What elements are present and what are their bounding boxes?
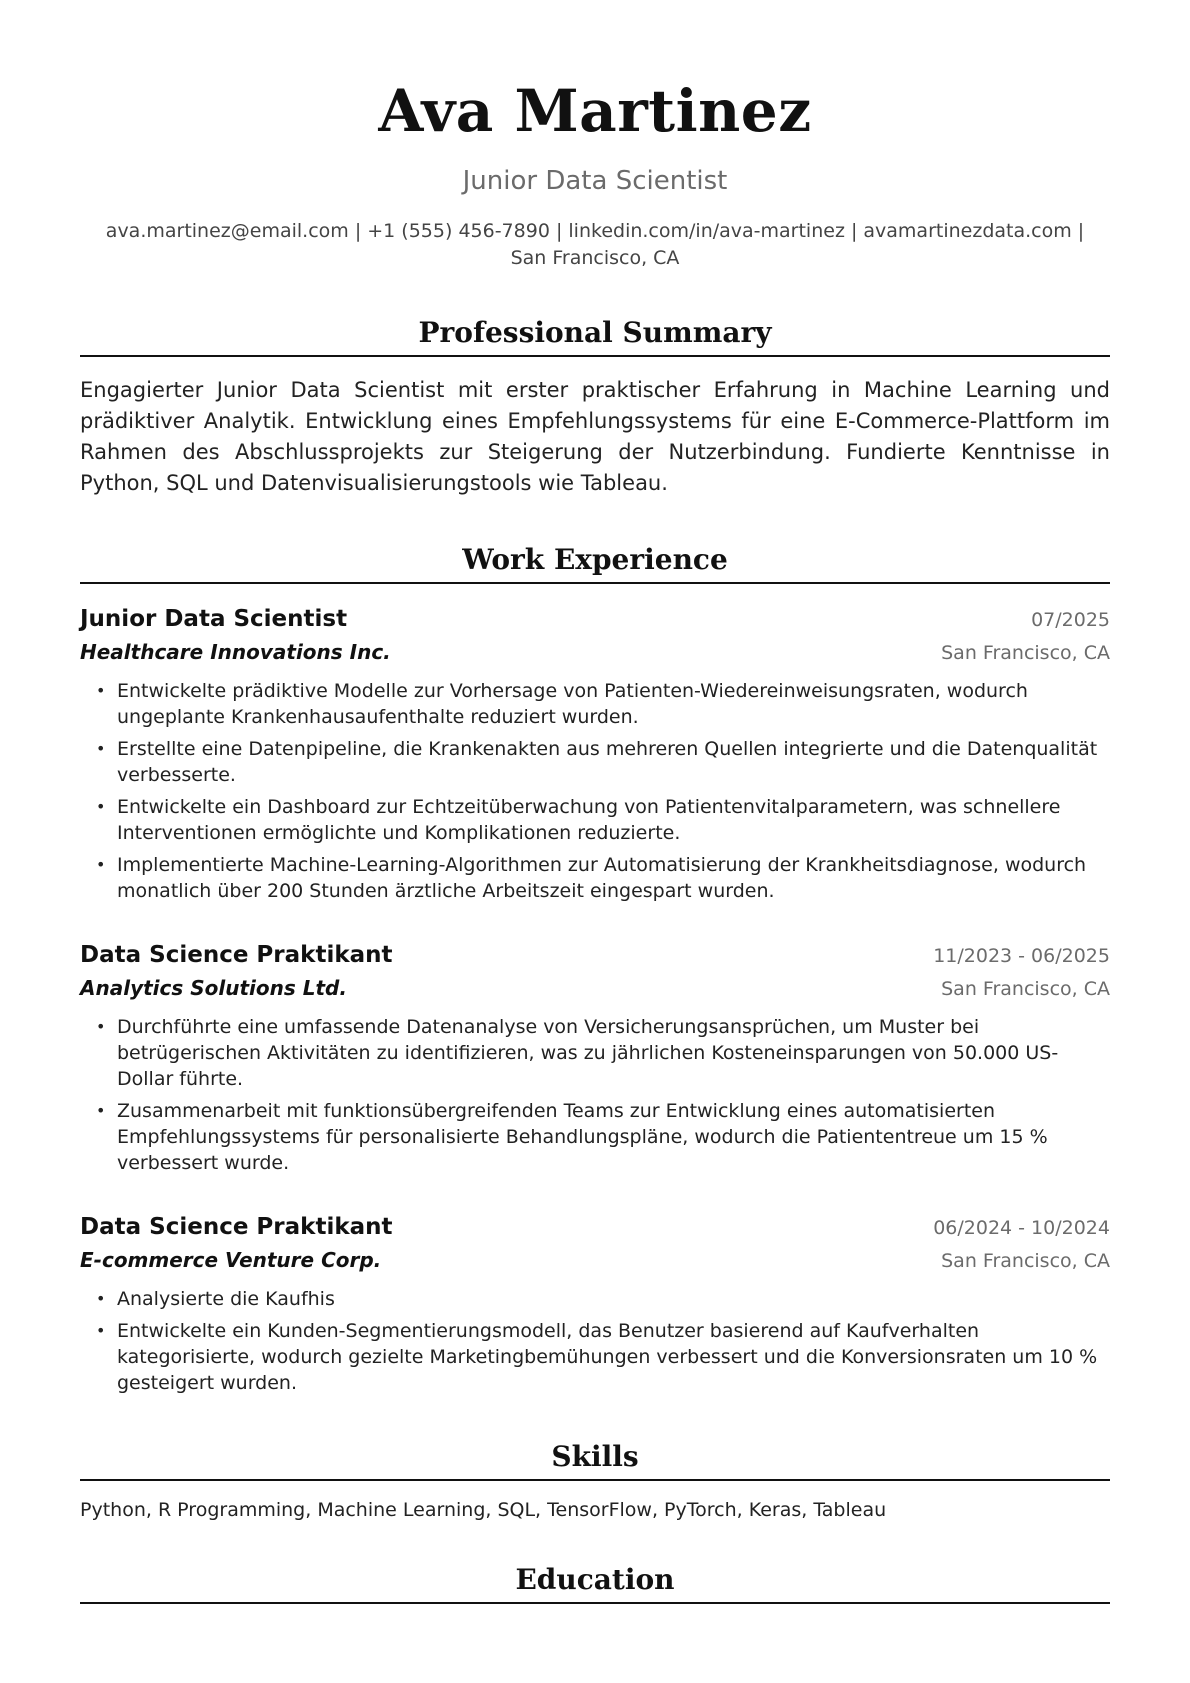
job-date: 11/2023 - 06/2025	[933, 944, 1110, 967]
job-header-row	[80, 606, 1110, 632]
job-company: Analytics Solutions Ltd.	[80, 975, 347, 1000]
job-title: Junior Data Scientist	[80, 605, 348, 632]
list-item	[80, 1286, 1110, 1312]
list-item	[80, 852, 1110, 904]
job-entry	[80, 606, 1110, 904]
bullet-text: Entwickelte prädiktive Modelle zur Vorhersage von Patienten-Wiedereinweisungsraten, wodurch ungeplante Krankenhausaufenthalte reduziert wurden.	[117, 679, 1028, 728]
bullet-text: Entwickelte ein Kunden-Segmentierungsmodell, das Benutzer basierend auf Kaufverhalten kategorisierte, wodurch gezielte Marketingbemühungen verbessert und die Konversionsraten um 10 % gesteigert wurden.	[117, 1319, 1098, 1394]
job-location: San Francisco, CA	[941, 977, 1110, 1000]
list-item	[80, 1014, 1110, 1092]
job-title: Data Science Praktikant	[80, 1213, 393, 1240]
bullet-text: Implementierte Machine-Learning-Algorithmen zur Automatisierung der Krankheitsdiagnose, wodurch monatlich über 200 Stunden ärztliche Arbeitszeit eingespart wurden.	[117, 853, 1087, 902]
job-header-row	[80, 1214, 1110, 1240]
job-title: Data Science Praktikant	[80, 941, 393, 968]
bullet-icon: •	[96, 680, 106, 700]
job-company: Healthcare Innovations Inc.	[80, 639, 391, 664]
summary-text: Engagierter Junior Data Scientist mit erster praktischer Erfahrung in Machine Learning und prädiktiver Analytik. Entwicklung eines Empfehlungssystems für eine E-Commerce-Plattform im Rahmen des Abschlussprojekts zur Steigerung der Nutzerbindung. Fundierte Kenntnisse in Python, SQL und Datenvisualisierungstools wie Tableau.	[80, 377, 1110, 495]
bullet-icon: •	[96, 1288, 106, 1308]
bullet-text: Entwickelte ein Dashboard zur Echtzeitüberwachung von Patientenvitalparametern, was schnellere Interventionen ermöglichte und Komplikationen reduzierte.	[117, 795, 1061, 844]
bullet-icon: •	[96, 738, 106, 758]
job-entry	[80, 942, 1110, 1176]
bullet-text: Durchführte eine umfassende Datenanalyse von Versicherungsansprüchen, um Muster bei betrügerischen Aktivitäten zu identifizieren, was zu jährlichen Kosteneinsparungen von 50.000 US-Dollar führte.	[117, 1015, 1059, 1090]
list-item	[80, 678, 1110, 730]
job-bullets	[80, 678, 1110, 904]
bullet-icon: •	[96, 1320, 106, 1340]
job-bullets	[80, 1014, 1110, 1176]
summary-heading: Professional Summary	[80, 316, 1110, 357]
job-date: 06/2024 - 10/2024	[933, 1216, 1110, 1239]
skills-heading: Skills	[80, 1440, 1110, 1481]
bullet-icon: •	[96, 1100, 106, 1120]
job-company-row	[80, 640, 1110, 664]
work-experience-heading: Work Experience	[80, 543, 1110, 584]
job-company-row	[80, 1248, 1110, 1272]
job-header-row	[80, 942, 1110, 968]
job-company: E-commerce Venture Corp.	[80, 1247, 382, 1272]
list-item	[80, 1318, 1110, 1396]
skills-text: Python, R Programming, Machine Learning, SQL, TensorFlow, PyTorch, Keras, Tableau	[80, 1498, 887, 1521]
education-heading: Education	[80, 1563, 1110, 1604]
job-bullets	[80, 1286, 1110, 1396]
job-location: San Francisco, CA	[941, 641, 1110, 664]
list-item	[80, 1098, 1110, 1176]
job-date: 07/2025	[1031, 608, 1110, 631]
job-list	[80, 606, 1110, 1396]
job-company-row	[80, 976, 1110, 1000]
candidate-role: Junior Data Scientist	[462, 165, 728, 196]
list-item	[80, 794, 1110, 846]
job-location: San Francisco, CA	[941, 1249, 1110, 1272]
bullet-icon: •	[96, 796, 106, 816]
candidate-name: Ava Martinez	[378, 77, 812, 145]
list-item	[80, 736, 1110, 788]
bullet-text: Zusammenarbeit mit funktionsübergreifenden Teams zur Entwicklung eines automatisierten Empfehlungssystems für personalisierte Behandlungspläne, wodurch die Patiententreue um 15 % verbessert wurde.	[117, 1099, 1048, 1174]
bullet-icon: •	[96, 854, 106, 874]
contact-line: ava.martinez@email.com | +1 (555) 456-7890 | linkedin.com/in/ava-martinez | avamartinezdata.com | San Francisco, CA	[105, 219, 1085, 269]
bullet-text: Erstellte eine Datenpipeline, die Krankenakten aus mehreren Quellen integrierte und die Datenqualität verbesserte.	[117, 737, 1098, 786]
bullet-icon: •	[96, 1016, 106, 1036]
job-entry	[80, 1214, 1110, 1396]
bullet-text: Analysierte die Kaufhis	[117, 1287, 335, 1310]
